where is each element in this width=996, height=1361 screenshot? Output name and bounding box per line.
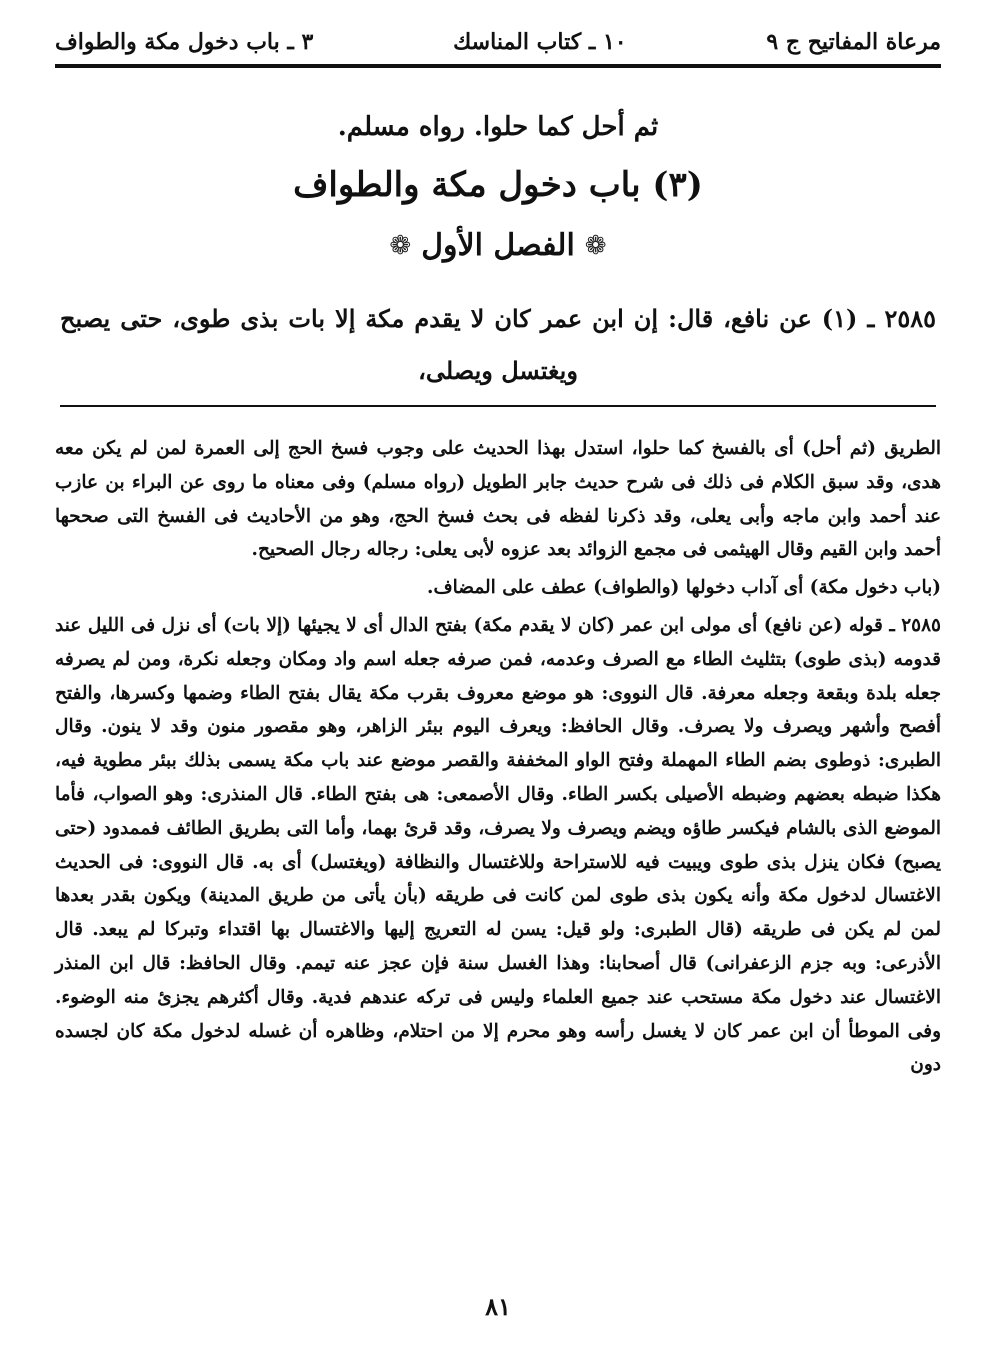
section-heading bbox=[0, 228, 996, 263]
header-book-title: ١٠ ـ كتاب المناسك bbox=[453, 29, 627, 55]
commentary bbox=[55, 432, 941, 1082]
ornament-right-icon: ❁ bbox=[584, 230, 607, 261]
chapter-title: (٣) باب دخول مكة والطواف bbox=[293, 165, 703, 205]
commentary-paragraph: ٢٥٨٥ ـ قوله (عن نافع) أى مولى ابن عمر (كان لا يقدم مكة) بفتح الدال أى لا يجيئها (إلا بات) أى نزل فى الليل عند قدومه (بذى طوى) بتثليث الطاء مع الصرف وعدمه، فمن صرفه جعله اسم واد ومكان وجعله نكرة، ومن لم يصرفه جعله بلدة وبقعة وجعله معرفة. قال النووى: هو موضع معروف بقرب مكة يقال بفتح الطاء وضمها وكسرها، والفتح أفصح وأشهر ويصرف ولا يصرف. وقال الحافظ: ويعرف اليوم ببئر الزاهر، وهو مقصور منون وقد لا ينون. وقال الطبرى: ذوطوى بضم الطاء المهملة وفتح الواو المخففة والقصر موضع عند باب مكة يسمى بذلك ببئر مطوية فيه، هكذا ضبطه بعضهم وضبطه الأصيلى بكسر الطاء. وقال الأصمعى: هى بفتح الطاء. قال المنذرى: وهو الصواب، فأما الموضع الذى بالشام فيكسر طاؤه ويضم ويصرف ولا يصرف، وقد قرئ بهما، وأما التى بطريق الطائف فممدود (حتى يصبح) فكان ينزل بذى طوى ويبيت فيه للاستراحة وللاغتسال والنظافة (ويغتسل) أى به. قال النووى: فى الحديث الاغتسال لدخول مكة وأنه يكون بذى طوى لمن كانت فى طريقه (بأن يأتى من طريق المدينة) ويكون بقدر بعدها لمن لم يكن فى طريقه (قال الطبرى: ولو قيل: يسن له التعريج إليها والاغتسال بها اقتداء وتبركا لم يبعد. قال الأذرعى: وبه جزم الزعفرانى) قال أصحابنا: وهذا الغسل سنة فإن عجز عنه تيمم. وقال الحافظ: قال ابن المنذر الاغتسال عند دخول مكة مستحب عند جميع العلماء وليس فى تركه عندهم فدية. وقال أكثرهم يجزئ منه الوضوء. وفى الموطأ أن ابن عمر كان لا يغسل رأسه وهو محرم إلا من احتلام، وظاهره أن غسله لدخول مكة كان لجسده دون bbox=[55, 614, 941, 1076]
header-chapter: ٣ ـ باب دخول مكة والطواف bbox=[55, 29, 314, 55]
header-rule bbox=[55, 64, 941, 68]
commentary-paragraph: الطريق (ثم أحل) أى بالفسخ كما حلوا، استدل بهذا الحديث على وجوب فسخ الحج إلى العمرة لمن لم يكن معه هدى، وقد سبق الكلام فى ذلك فى شرح حديث جابر الطويل (رواه مسلم) وفى معناه ما روى عن البراء بن عازب عند أحمد وابن ماجه وأبى يعلى، وقد ذكرنا لفظه فى بحث فسخ الحج، وهو من الأحاديث فى الفسخ التى صححها أحمد وابن القيم وقال الهيثمى فى مجمع الزوائد بعد عزوه لأبى يعلى: رجاله رجال الصحيح. bbox=[55, 438, 941, 561]
section-title: الفصل الأول bbox=[421, 228, 575, 263]
separator-rule bbox=[60, 405, 936, 407]
page-number: ٨١ bbox=[485, 1292, 511, 1321]
running-header bbox=[55, 22, 941, 62]
header-book-volume: مرعاة المفاتيح ج ٩ bbox=[766, 29, 941, 55]
intro-line: ثم أحل كما حلوا. رواه مسلم. bbox=[337, 112, 659, 142]
hadith-text: ٢٥٨٥ ـ (١) عن نافع، قال: إن ابن عمر كان لا يقدم مكة إلا بات بذى طوى، حتى يصبح ويغتسل ويصلى، bbox=[60, 304, 936, 385]
ornament-left-icon: ❁ bbox=[389, 230, 412, 261]
commentary-paragraph: (باب دخول مكة) أى آداب دخولها (والطواف) عطف على المضاف. bbox=[427, 577, 941, 599]
